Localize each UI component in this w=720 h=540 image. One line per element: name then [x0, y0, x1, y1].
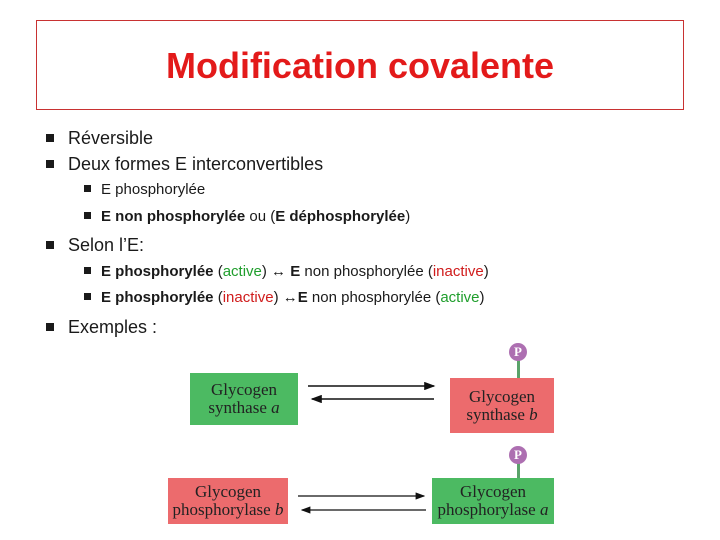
sub-bullet-text: E non phosphorylée [101, 208, 246, 225]
box-suffix: a [271, 398, 280, 417]
box-text: synthase [466, 404, 530, 424]
box-text: phosphorylase [172, 500, 275, 519]
sub-bullet-text: ( [213, 289, 223, 306]
active-label: active [440, 289, 480, 306]
inactive-label: inactive [222, 289, 274, 306]
sub-bullet-text: E [290, 263, 301, 280]
box-line: Glycogen [459, 482, 527, 501]
box-line: Glycogen [468, 386, 536, 406]
sub-bullet-text: non phosphorylée ( [300, 263, 433, 280]
sub-bullet-text: ) [479, 289, 485, 306]
box-text: phosphorylase [437, 500, 540, 519]
box-line: Glycogen [194, 482, 262, 501]
inactive-label: inactive [432, 263, 484, 280]
sub-bullet-text: ) ↔ [273, 289, 298, 306]
sub-bullet-text: ou ( [245, 208, 276, 225]
box-suffix: a [539, 500, 549, 519]
phosphate-icon: P [509, 446, 527, 464]
box-suffix: b [274, 500, 284, 519]
bullet-text: Réversible [68, 128, 154, 148]
box-line: Glycogen [210, 380, 278, 399]
sub-bullet-text: ( [213, 263, 223, 280]
sub-bullet-text: E phosphorylée [101, 181, 206, 198]
bullet-text: Exemples : [68, 317, 158, 337]
sub-bullet-text: E phosphorylée [101, 289, 214, 306]
box-suffix: b [529, 404, 538, 424]
sub-bullet-text: ) [483, 263, 489, 280]
sub-bullet-text: non phosphorylée ( [307, 289, 441, 306]
bullet-text: Selon l’E: [68, 235, 145, 255]
bullet-text: Deux formes E interconvertibles [68, 154, 324, 174]
sub-bullet-text: ) [405, 208, 411, 225]
active-label: active [222, 263, 262, 280]
sub-bullet-text: ) ↔ [261, 263, 291, 280]
sub-bullet-text: E déphosphorylée [275, 208, 406, 225]
sub-bullet-text: E [297, 289, 308, 306]
slide-title: Modification covalente [165, 45, 555, 86]
phosphate-icon: P [509, 343, 527, 361]
box-text: synthase [208, 398, 272, 417]
sub-bullet-text: E phosphorylée [101, 263, 214, 280]
